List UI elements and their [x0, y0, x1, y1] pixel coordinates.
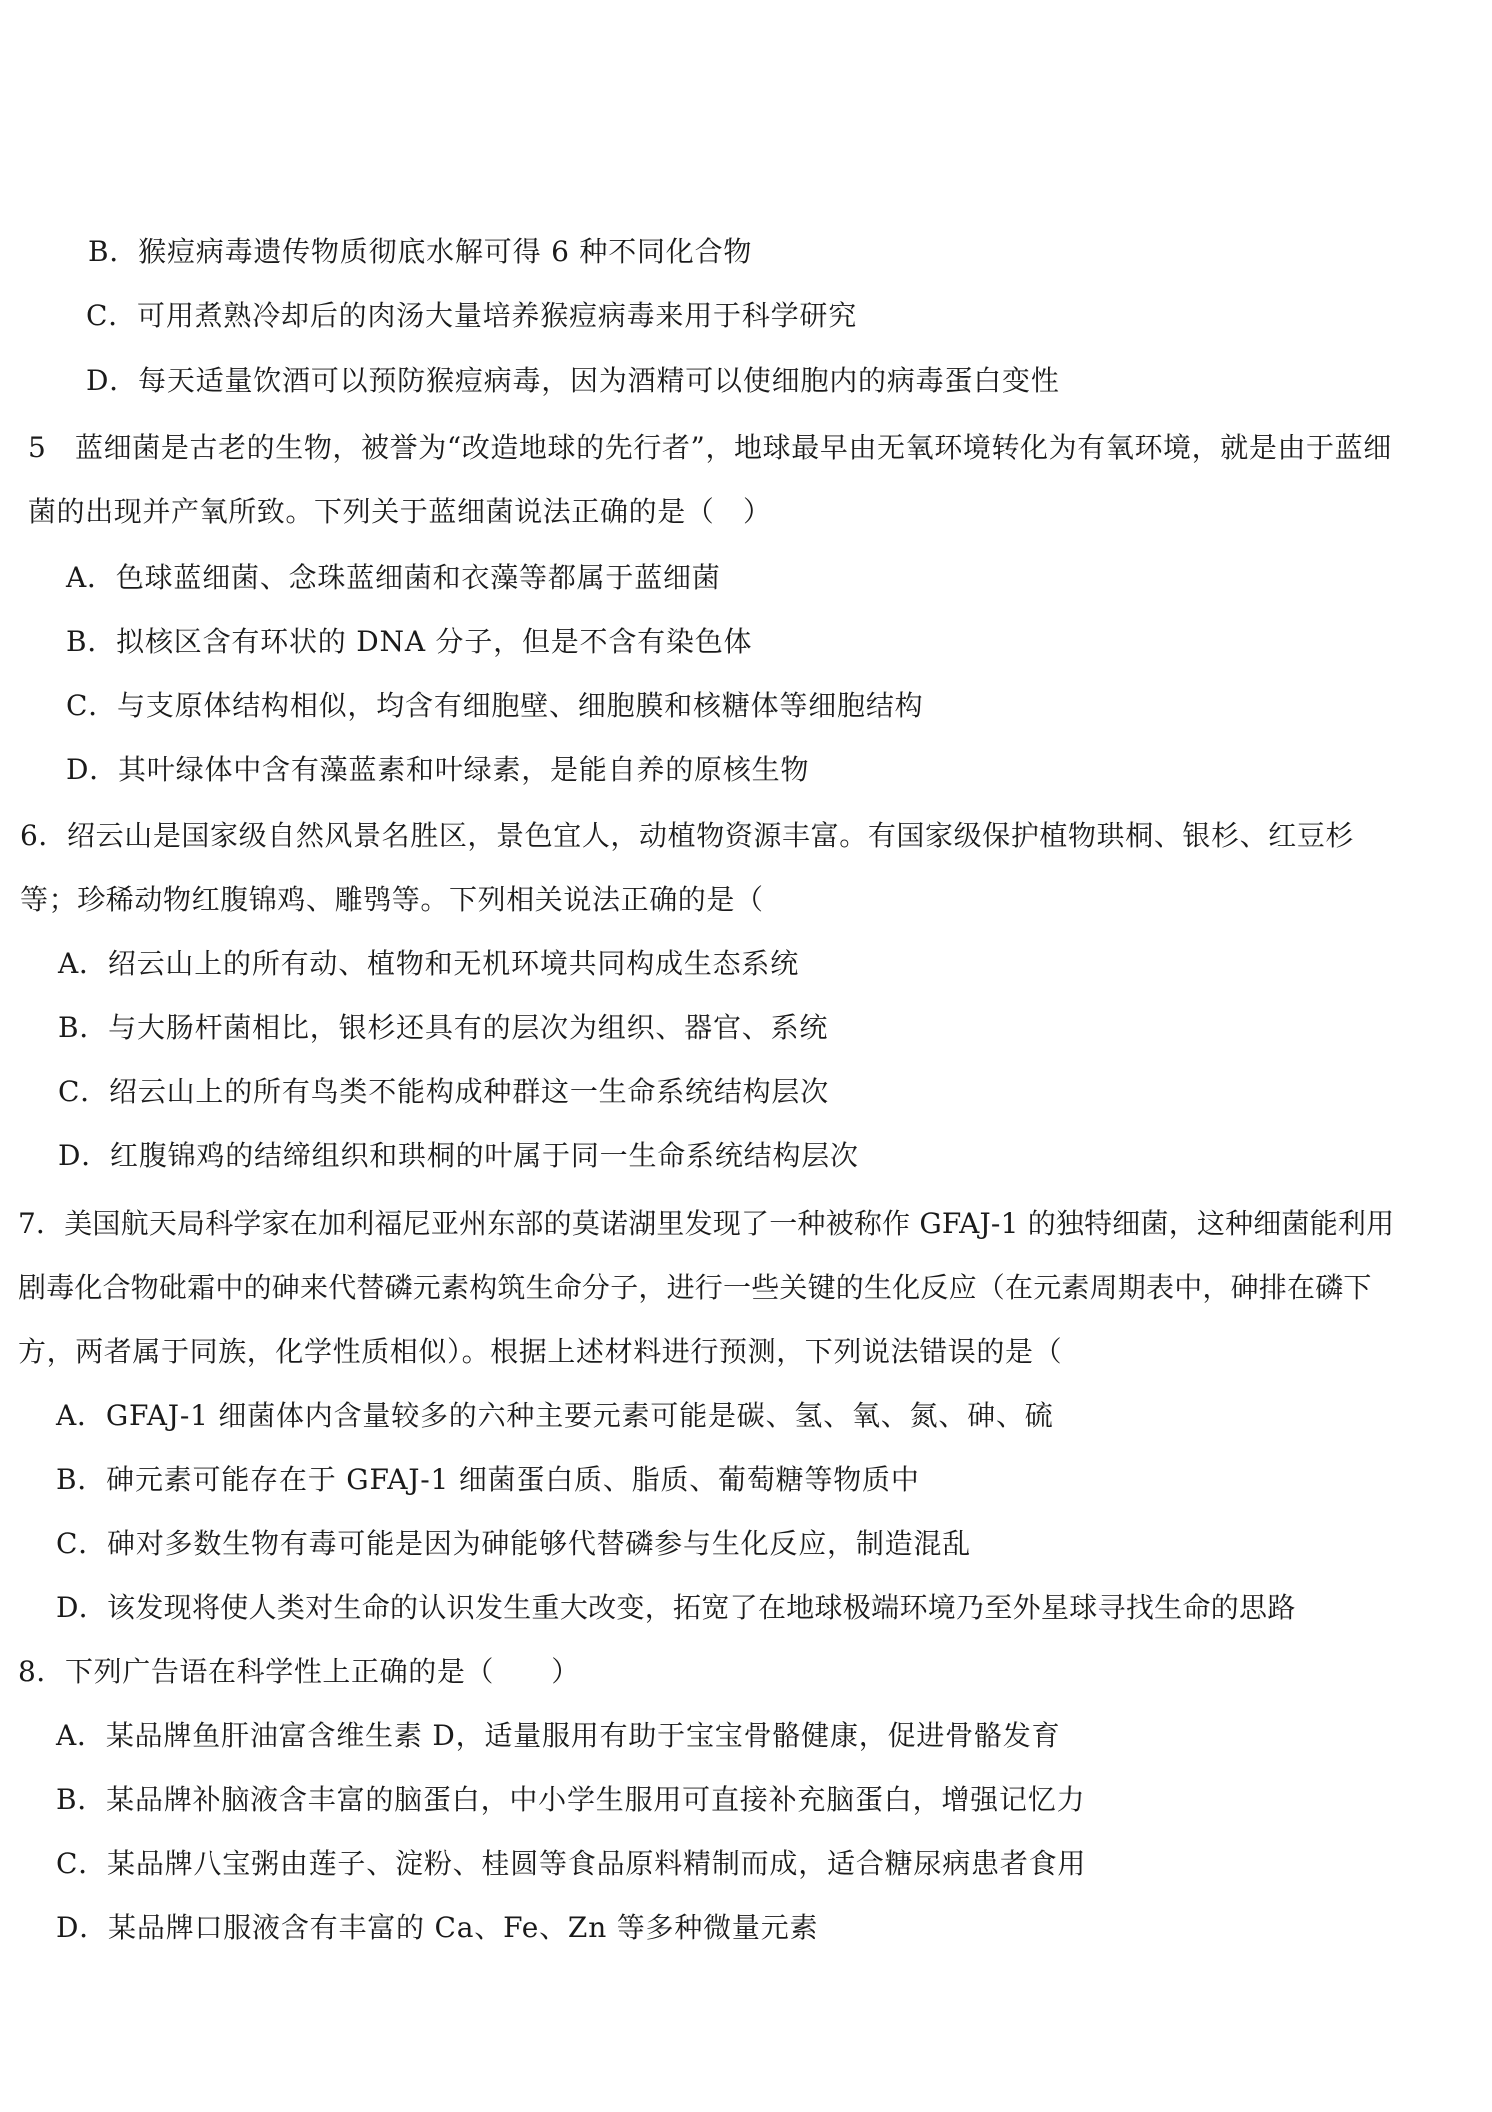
q5-stem-line-2: 菌的出现并产氧所致。下列关于蓝细菌说法正确的是（ ） — [28, 495, 772, 528]
q7-stem-line-3: 方，两者属于同族，化学性质相似）。根据上述材料进行预测，下列说法错误的是（ — [18, 1335, 1063, 1368]
q6-stem-line-1: 6．绍云山是国家级自然风景名胜区，景色宜人，动植物资源丰富。有国家级保护植物珙桐、银杉、红豆杉 — [20, 819, 1355, 852]
q8-stem: 8．下列广告语在科学性上正确的是（ ） — [18, 1655, 580, 1688]
q7-option-b: B．砷元素可能存在于 GFAJ-1 细菌蛋白质、脂质、葡萄糖等物质中 — [56, 1463, 920, 1496]
q5-stem-line-1: 5 蓝细菌是古老的生物，被誉为“改造地球的先行者”，地球最早由无氧环境转化为有氧环境，就是由于蓝细 — [28, 431, 1392, 464]
q6-stem-line-2: 等；珍稀动物红腹锦鸡、雕鸮等。下列相关说法正确的是（ — [20, 883, 764, 916]
q6-option-d: D．红腹锦鸡的结缔组织和珙桐的叶属于同一生命系统结构层次 — [58, 1139, 859, 1172]
q8-option-c: C．某品牌八宝粥由莲子、淀粉、桂圆等食品原料精制而成，适合糖尿病患者食用 — [56, 1847, 1087, 1880]
q8-option-b: B．某品牌补脑液含丰富的脑蛋白，中小学生服用可直接补充脑蛋白，增强记忆力 — [56, 1783, 1086, 1816]
q8-option-d: D．某品牌口服液含有丰富的 Ca、Fe、Zn 等多种微量元素 — [56, 1911, 819, 1944]
q7-option-d: D．该发现将使人类对生命的认识发生重大改变，拓宽了在地球极端环境乃至外星球寻找生命的思路 — [56, 1591, 1296, 1624]
q5-option-a: A．色球蓝细菌、念珠蓝细菌和衣藻等都属于蓝细菌 — [66, 561, 721, 594]
q5-option-c: C．与支原体结构相似，均含有细胞壁、细胞膜和核糖体等细胞结构 — [66, 689, 924, 722]
q7-option-a: A．GFAJ-1 细菌体内含量较多的六种主要元素可能是碳、氢、氧、氮、砷、硫 — [56, 1399, 1054, 1432]
q6-option-a: A．绍云山上的所有动、植物和无机环境共同构成生态系统 — [58, 947, 800, 980]
q7-stem-line-2: 剧毒化合物砒霜中的砷来代替磷元素构筑生命分子，进行一些关键的生化反应（在元素周期表中，砷排在磷下 — [18, 1271, 1372, 1304]
q4-option-d: D．每天适量饮酒可以预防猴痘病毒，因为酒精可以使细胞内的病毒蛋白变性 — [86, 364, 1060, 397]
q7-stem-line-1: 7．美国航天局科学家在加利福尼亚州东部的莫诺湖里发现了一种被称作 GFAJ-1 的独特细菌，这种细菌能利用 — [18, 1207, 1395, 1240]
q8-option-a: A．某品牌鱼肝油富含维生素 D，适量服用有助于宝宝骨骼健康，促进骨骼发育 — [56, 1719, 1061, 1752]
q5-option-b: B．拟核区含有环状的 DNA 分子，但是不含有染色体 — [66, 625, 753, 658]
q6-option-b: B．与大肠杆菌相比，银杉还具有的层次为组织、器官、系统 — [58, 1011, 829, 1044]
q5-option-d: D．其叶绿体中含有藻蓝素和叶绿素，是能自养的原核生物 — [66, 753, 810, 786]
q4-option-c: C．可用煮熟冷却后的肉汤大量培养猴痘病毒来用于科学研究 — [86, 299, 858, 332]
q6-option-c: C．绍云山上的所有鸟类不能构成种群这一生命系统结构层次 — [58, 1075, 830, 1108]
q7-option-c: C．砷对多数生物有毒可能是因为砷能够代替磷参与生化反应，制造混乱 — [56, 1527, 972, 1560]
q4-option-b: B．猴痘病毒遗传物质彻底水解可得 6 种不同化合物 — [88, 235, 753, 268]
